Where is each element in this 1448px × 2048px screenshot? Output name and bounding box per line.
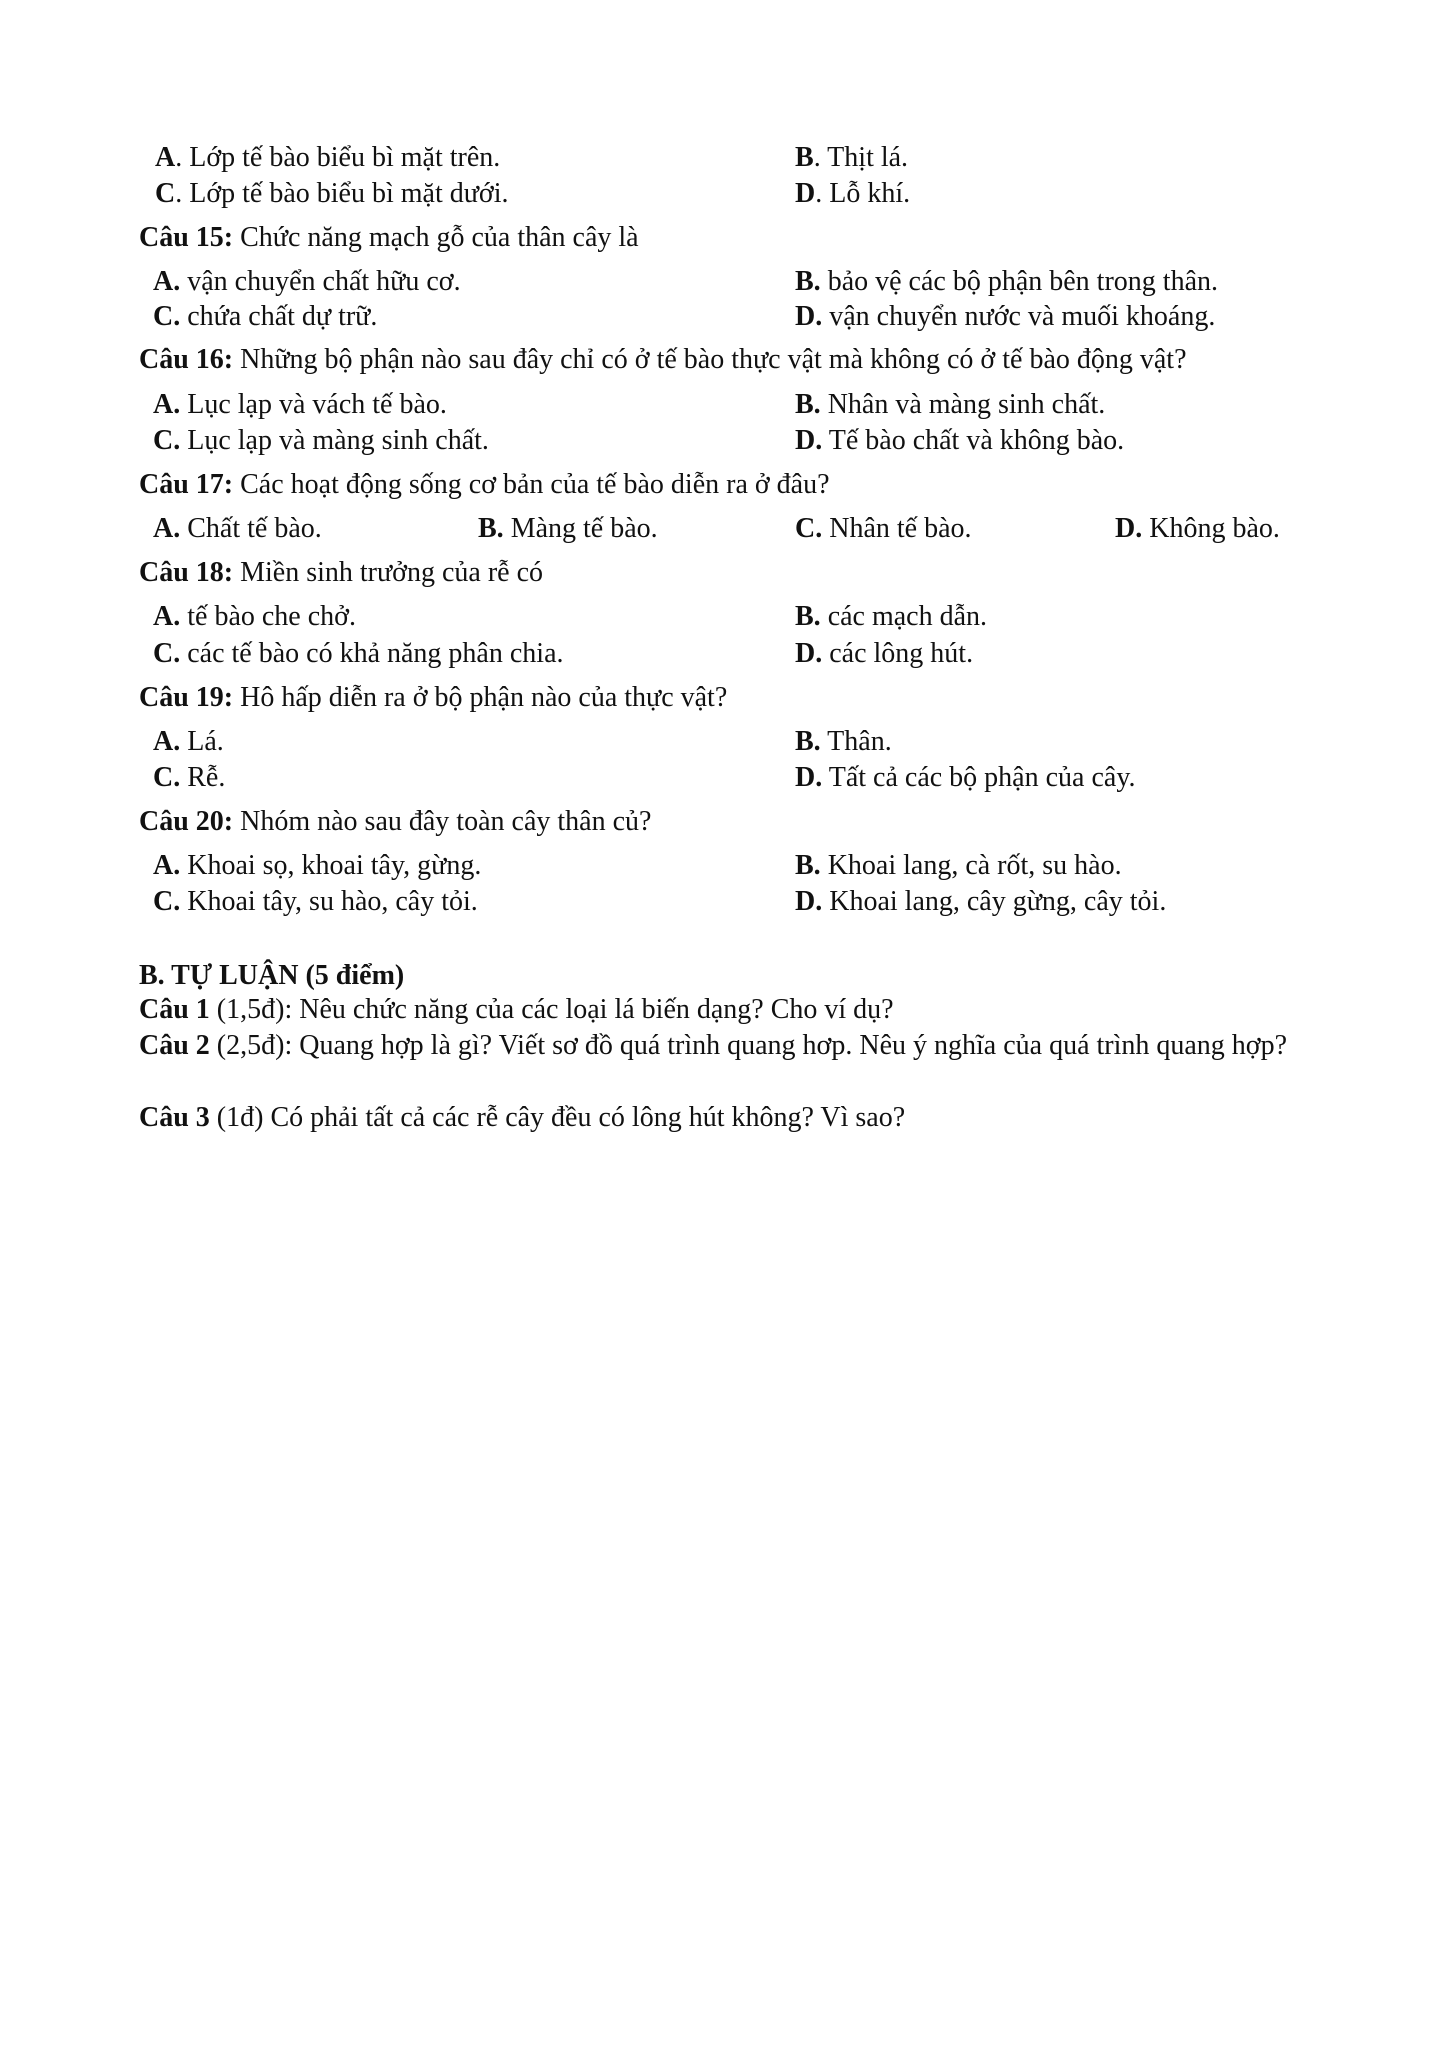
option-text: Tất cả các bộ phận của cây. — [822, 762, 1136, 793]
q19-option-b — [795, 724, 892, 760]
q16-option-a — [153, 387, 447, 423]
q15-option-d — [795, 299, 1215, 335]
question-label: Câu 19: — [139, 682, 234, 713]
option-letter: C. — [153, 301, 181, 332]
option-letter: C. — [153, 886, 181, 917]
essay-question-3 — [139, 1100, 1379, 1136]
essay-label: Câu 3 — [139, 1102, 210, 1133]
q18-option-c — [153, 636, 564, 672]
essay-text: (1,5đ): Nêu chức năng của các loại lá biến dạng? Cho ví dụ? — [209, 994, 894, 1025]
option-letter: B — [795, 142, 814, 173]
option-text: Lục lạp và vách tế bào. — [180, 389, 447, 420]
option-text: bảo vệ các bộ phận bên trong thân. — [820, 266, 1218, 297]
question-text: Chức năng mạch gỗ của thân cây là — [233, 222, 639, 253]
option-letter: A. — [153, 726, 181, 757]
option-text: tế bào che chở. — [180, 601, 356, 632]
option-text: vận chuyển chất hữu cơ. — [180, 266, 461, 297]
option-letter: D. — [795, 886, 823, 917]
q19-option-c — [153, 760, 225, 796]
q15-option-a — [153, 264, 461, 300]
question-label: Câu 18: — [139, 557, 234, 588]
question-text: Những bộ phận nào sau đây chỉ có ở tế bào thực vật mà không có ở tế bào động vật? — [233, 344, 1187, 375]
option-c-top — [155, 176, 509, 212]
option-text: Lá. — [180, 726, 224, 757]
option-letter: D. — [795, 301, 823, 332]
option-text: Khoai lang, cây gừng, cây tỏi. — [822, 886, 1167, 917]
option-text: . Lớp tế bào biểu bì mặt trên. — [175, 142, 501, 173]
option-letter: B. — [795, 389, 821, 420]
option-letter: A. — [153, 513, 181, 544]
q19-option-a — [153, 724, 224, 760]
option-letter: C — [155, 178, 176, 209]
question-20 — [139, 804, 651, 840]
option-text: Màng tế bào. — [503, 513, 658, 544]
question-label: Câu 20: — [139, 806, 234, 837]
option-text: chứa chất dự trữ. — [180, 301, 378, 332]
question-19 — [139, 680, 727, 716]
q17-option-a — [153, 511, 322, 547]
option-letter: C. — [795, 513, 823, 544]
question-text: Hô hấp diễn ra ở bộ phận nào của thực vật? — [233, 682, 728, 713]
question-text: Miền sinh trưởng của rễ có — [233, 557, 544, 588]
option-letter: D. — [1115, 513, 1143, 544]
option-text: Khoai tây, su hào, cây tỏi. — [180, 886, 478, 917]
option-text: . Lỗ khí. — [815, 178, 911, 209]
essay-heading — [139, 958, 404, 994]
essay-label: Câu 1 — [139, 994, 210, 1025]
q20-option-b — [795, 848, 1122, 884]
question-label: Câu 16: — [139, 344, 234, 375]
option-letter: D. — [795, 762, 823, 793]
option-text: Nhân tế bào. — [822, 513, 972, 544]
option-letter: C. — [153, 762, 181, 793]
option-letter: B. — [795, 850, 821, 881]
question-text: Nhóm nào sau đây toàn cây thân củ? — [233, 806, 652, 837]
q18-option-a — [153, 599, 356, 635]
question-label: Câu 17: — [139, 469, 234, 500]
question-16 — [139, 342, 1187, 378]
option-text: Thân. — [820, 726, 892, 757]
option-text: Chất tế bào. — [180, 513, 322, 544]
q18-option-d — [795, 636, 973, 672]
option-letter: B. — [478, 513, 504, 544]
option-text: Khoai sọ, khoai tây, gừng. — [180, 850, 482, 881]
q16-option-c — [153, 423, 489, 459]
question-15 — [139, 220, 639, 256]
option-text: vận chuyển nước và muối khoáng. — [822, 301, 1216, 332]
option-text: các lông hút. — [822, 638, 974, 669]
option-letter: A. — [153, 389, 181, 420]
q17-option-d — [1115, 511, 1280, 547]
q15-option-c — [153, 299, 377, 335]
option-letter: D. — [795, 638, 823, 669]
option-letter: B. — [795, 266, 821, 297]
q20-option-a — [153, 848, 481, 884]
option-letter: B. — [795, 726, 821, 757]
q19-option-d — [795, 760, 1136, 796]
option-text: Nhân và màng sinh chất. — [820, 389, 1106, 420]
option-letter: C. — [153, 425, 181, 456]
essay-heading-text: B. TỰ LUẬN (5 điểm) — [139, 960, 405, 991]
option-letter: A. — [153, 850, 181, 881]
option-text: các tế bào có khả năng phân chia. — [180, 638, 564, 669]
option-text: các mạch dẫn. — [820, 601, 988, 632]
option-text: Không bào. — [1142, 513, 1280, 544]
option-text: Tế bào chất và không bào. — [822, 425, 1125, 456]
question-18 — [139, 555, 543, 591]
q16-option-d — [795, 423, 1124, 459]
option-d-top — [795, 176, 910, 212]
essay-question-1 — [139, 992, 1379, 1028]
q17-option-c — [795, 511, 972, 547]
option-letter: B. — [795, 601, 821, 632]
q15-option-b — [795, 264, 1218, 300]
option-text: Lục lạp và màng sinh chất. — [180, 425, 489, 456]
option-b-top — [795, 140, 908, 176]
option-a-top — [155, 140, 500, 176]
essay-label: Câu 2 — [139, 1030, 210, 1061]
option-letter: C. — [153, 638, 181, 669]
option-text: Rễ. — [180, 762, 226, 793]
essay-text: (2,5đ): Quang hợp là gì? Viết sơ đồ quá trình quang hơp. Nêu ý nghĩa của quá trình quang hợp? — [209, 1030, 1288, 1061]
option-letter: A. — [153, 266, 181, 297]
essay-question-2 — [139, 1028, 1369, 1064]
essay-text: (1đ) Có phải tất cả các rễ cây đều có lông hút không? Vì sao? — [209, 1102, 906, 1133]
option-letter: A. — [153, 601, 181, 632]
question-17 — [139, 467, 830, 503]
q18-option-b — [795, 599, 987, 635]
option-letter: D — [795, 178, 816, 209]
q17-option-b — [478, 511, 658, 547]
question-label: Câu 15: — [139, 222, 234, 253]
option-letter: D. — [795, 425, 823, 456]
option-text: . Thịt lá. — [813, 142, 909, 173]
option-letter: A — [155, 142, 176, 173]
option-text: . Lớp tế bào biểu bì mặt dưới. — [175, 178, 509, 209]
q20-option-c — [153, 884, 478, 920]
option-text: Khoai lang, cà rốt, su hào. — [820, 850, 1122, 881]
q20-option-d — [795, 884, 1166, 920]
question-text: Các hoạt động sống cơ bản của tế bào diễn ra ở đâu? — [233, 469, 830, 500]
q16-option-b — [795, 387, 1105, 423]
